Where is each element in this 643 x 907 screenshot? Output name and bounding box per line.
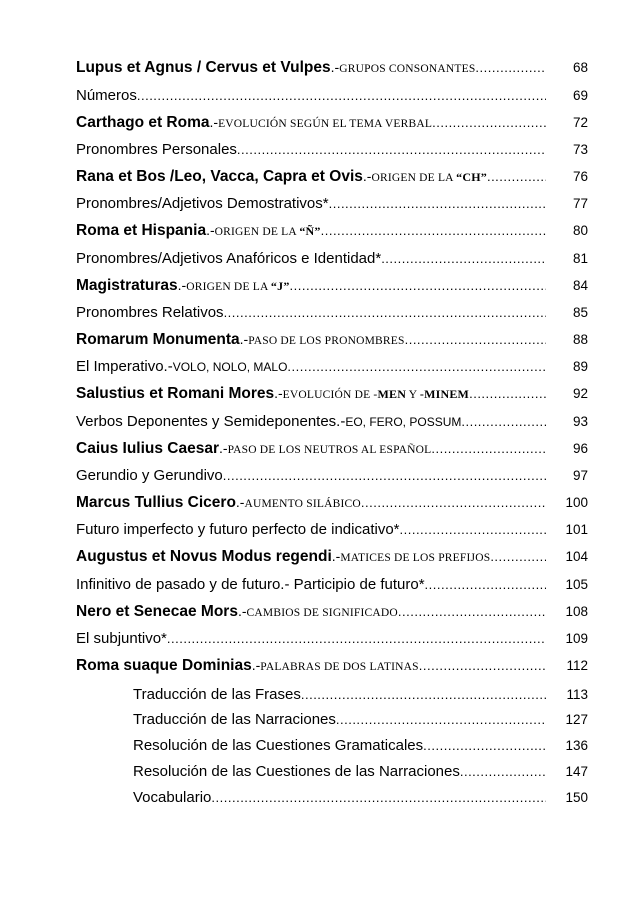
entry-title: Verbos Deponentes y Semideponentes.- <box>76 413 346 430</box>
toc-entry[interactable] <box>76 87 588 104</box>
toc-entry[interactable] <box>76 114 588 132</box>
page-number: 68 <box>572 60 588 75</box>
entry-title: Roma suaque Dominias <box>76 657 252 674</box>
page-number: 85 <box>572 305 588 320</box>
dot-leader <box>487 169 546 184</box>
page-number: 113 <box>566 687 588 702</box>
toc-entry-line <box>76 59 546 77</box>
dot-leader <box>490 549 546 564</box>
toc-entry[interactable] <box>76 521 588 538</box>
page-number: 76 <box>572 169 588 184</box>
dot-leader <box>432 115 546 130</box>
toc-entry-line <box>76 440 546 458</box>
entry-subtitle: EVOLUCIÓN DE -MEN Y -MINEM <box>282 387 470 401</box>
entry-title: Infinitivo de pasado y de futuro.- Participio de futuro* <box>76 576 425 593</box>
page-number: 77 <box>572 196 588 211</box>
toc-entry-line <box>76 250 546 267</box>
entry-separator: .- <box>330 59 340 75</box>
page-number: 112 <box>566 658 588 673</box>
toc-entry-line <box>133 763 546 780</box>
page-number: 69 <box>572 88 588 103</box>
entry-title: Augustus et Novus Modus regendi <box>76 548 332 565</box>
dot-leader <box>237 142 546 157</box>
entry-separator: .- <box>177 277 187 293</box>
entry-title: Nero et Senecae Mors <box>76 603 238 620</box>
entry-subtitle: ORIGEN DE LA “J” <box>186 279 290 293</box>
toc-entry-line <box>76 358 546 375</box>
toc-entry[interactable] <box>76 630 588 647</box>
toc-entry[interactable] <box>76 358 588 375</box>
entry-title: Lupus et Agnus / Cervus et Vulpes <box>76 59 331 76</box>
entry-title: Resolución de las Cuestiones de las Narraciones <box>133 763 460 780</box>
entry-title: Rana et Bos /Leo, Vacca, Capra et Ovis <box>76 168 363 185</box>
dot-leader <box>398 604 546 619</box>
entry-title: Resolución de las Cuestiones Gramaticales <box>133 737 424 754</box>
toc-entry-line <box>76 277 546 295</box>
dot-leader <box>211 790 546 805</box>
toc-entry-line <box>76 304 546 321</box>
entry-separator: .- <box>274 385 283 401</box>
page-number: 88 <box>572 332 588 347</box>
page-number: 150 <box>565 790 588 805</box>
toc-entry-line <box>76 630 546 647</box>
toc-entry[interactable] <box>76 576 588 593</box>
dot-leader <box>137 88 546 103</box>
dot-leader <box>419 658 546 673</box>
dot-leader <box>381 251 546 266</box>
dot-leader <box>223 468 546 483</box>
toc-entry-line <box>133 789 546 806</box>
entry-separator: .- <box>235 494 245 510</box>
toc-entry-line <box>76 521 546 538</box>
page-number: 127 <box>565 712 588 727</box>
page-number: 89 <box>572 359 588 374</box>
page-number: 109 <box>565 631 588 646</box>
toc-entry[interactable] <box>76 141 588 158</box>
entry-title: Futuro imperfecto y futuro perfecto de indicativo* <box>76 521 400 538</box>
dot-leader <box>425 577 546 592</box>
dot-leader <box>460 764 546 779</box>
dot-leader <box>224 305 546 320</box>
entry-subtitle: EO, FERO, POSSUM <box>345 415 462 429</box>
dot-leader <box>336 712 546 727</box>
entry-subtitle: PASO DE LOS PRONOMBRES <box>248 335 405 347</box>
entry-title: Traducción de las Frases <box>133 686 301 703</box>
entry-title: Vocabulario <box>133 789 212 806</box>
entry-title: Magistraturas <box>76 277 178 294</box>
page-number: 147 <box>565 764 588 779</box>
entry-title: Romarum Monumenta <box>76 331 240 348</box>
dot-leader <box>167 631 546 646</box>
entry-separator: .- <box>219 440 228 456</box>
page-number: 97 <box>572 468 588 483</box>
entry-title: Salustius et Romani Mores <box>76 385 275 402</box>
dot-leader <box>475 60 546 75</box>
page-number: 80 <box>572 223 588 238</box>
toc-entry[interactable] <box>76 467 588 484</box>
entry-subtitle: VOLO, NOLO, MALO <box>172 360 288 374</box>
toc-entry-line <box>76 87 546 104</box>
dot-leader <box>290 278 546 293</box>
toc-entry-line <box>133 737 546 754</box>
toc-entry[interactable] <box>133 711 588 728</box>
entry-separator: .- <box>237 603 247 619</box>
toc-entry[interactable] <box>76 657 588 675</box>
toc-entry-line <box>76 331 546 349</box>
entry-separator: .- <box>209 114 219 130</box>
toc-entry-line <box>76 603 546 621</box>
entry-title: El subjuntivo* <box>76 630 167 647</box>
toc-entry[interactable] <box>76 168 588 186</box>
page-number: 84 <box>572 278 588 293</box>
toc-entry-line <box>76 548 546 566</box>
dot-leader <box>361 495 546 510</box>
toc-entry-line <box>76 467 546 484</box>
dot-leader <box>329 196 546 211</box>
toc-entry-line <box>76 413 546 430</box>
entry-separator: .- <box>239 331 249 347</box>
entry-subtitle: ORIGEN DE LA “CH” <box>371 170 487 184</box>
entry-title: Pronombres Personales <box>76 141 237 158</box>
page-number: 96 <box>572 441 588 456</box>
toc-entry[interactable] <box>76 222 588 240</box>
dot-leader <box>287 359 546 374</box>
page-number: 136 <box>565 738 588 753</box>
toc-entry-line <box>76 195 546 212</box>
page-number: 108 <box>565 604 588 619</box>
toc-entry-line <box>133 711 546 728</box>
entry-subtitle: PALABRAS DE DOS LATINAS <box>260 661 419 673</box>
entry-separator: .- <box>251 657 261 673</box>
dot-leader <box>423 738 546 753</box>
entry-title: Pronombres Relativos <box>76 304 224 321</box>
toc-entry[interactable] <box>133 789 588 806</box>
toc-entry[interactable] <box>76 494 588 512</box>
entry-subtitle: GRUPOS CONSONANTES <box>339 63 476 75</box>
entry-title: Pronombres/Adjetivos Anafóricos e Identidad* <box>76 250 382 267</box>
entry-title: Traducción de las Narraciones <box>133 711 336 728</box>
toc-entry-line <box>76 114 546 132</box>
toc-entry[interactable] <box>76 548 588 566</box>
toc-entry-line <box>76 657 546 675</box>
toc-entry[interactable] <box>76 195 588 212</box>
entry-separator: .- <box>362 168 372 184</box>
toc-entry[interactable] <box>76 440 588 458</box>
dot-leader <box>400 522 547 537</box>
entry-title: Roma et Hispania <box>76 222 207 239</box>
page-number: 92 <box>572 386 588 401</box>
entry-separator: .- <box>331 548 341 564</box>
entry-subtitle: PASO DE LOS NEUTROS AL ESPAÑOL <box>227 444 432 456</box>
entry-title: Números <box>76 87 137 104</box>
entry-title: Caius Iulius Caesar <box>76 440 220 457</box>
page-number: 72 <box>572 115 588 130</box>
dot-leader <box>321 223 546 238</box>
toc-entry-line <box>76 385 546 403</box>
toc-entry[interactable] <box>76 331 588 349</box>
page-number: 101 <box>565 522 588 537</box>
dot-leader <box>469 386 546 401</box>
entry-separator: .- <box>206 222 215 238</box>
toc-entry-line <box>76 168 546 186</box>
toc-entry[interactable] <box>76 59 588 77</box>
toc-entry-line <box>76 494 546 512</box>
dot-leader <box>431 441 546 456</box>
dot-leader <box>461 414 546 429</box>
entry-title: Pronombres/Adjetivos Demostrativos* <box>76 195 329 212</box>
entry-subtitle: EVOLUCIÓN SEGÚN EL TEMA VERBAL <box>218 118 433 130</box>
toc-entry[interactable] <box>133 763 588 780</box>
page-number: 105 <box>565 577 588 592</box>
entry-subtitle: AUMENTO SILÁBICO <box>244 498 361 510</box>
toc-entry[interactable] <box>76 603 588 621</box>
toc-entry[interactable] <box>133 686 588 703</box>
toc-entry-line <box>76 141 546 158</box>
entry-subtitle: CAMBIOS DE SIGNIFICADO <box>246 607 398 619</box>
entry-title: Gerundio y Gerundivo <box>76 467 223 484</box>
toc-entry[interactable] <box>76 304 588 321</box>
entry-title: Marcus Tullius Cicero <box>76 494 236 511</box>
page-number: 73 <box>572 142 588 157</box>
toc-entry-line <box>76 576 546 593</box>
page-number: 100 <box>565 495 588 510</box>
toc-entry[interactable] <box>76 413 588 430</box>
toc-entry[interactable] <box>76 385 588 403</box>
toc-entry-line <box>76 222 546 240</box>
entry-subtitle: ORIGEN DE LA “Ñ” <box>214 224 321 238</box>
page-number: 104 <box>565 549 588 564</box>
toc-entry[interactable] <box>76 250 588 267</box>
toc-entry[interactable] <box>76 277 588 295</box>
entry-subtitle: MATICES DE LOS PREFIJOS <box>340 552 491 564</box>
dot-leader <box>301 687 546 702</box>
toc-entry-line <box>133 686 546 703</box>
toc-entry[interactable] <box>133 737 588 754</box>
dot-leader <box>405 332 546 347</box>
entry-title: Carthago et Roma <box>76 114 210 131</box>
page-number: 93 <box>572 414 588 429</box>
page-number: 81 <box>572 251 588 266</box>
entry-title: El Imperativo.- <box>76 358 173 375</box>
